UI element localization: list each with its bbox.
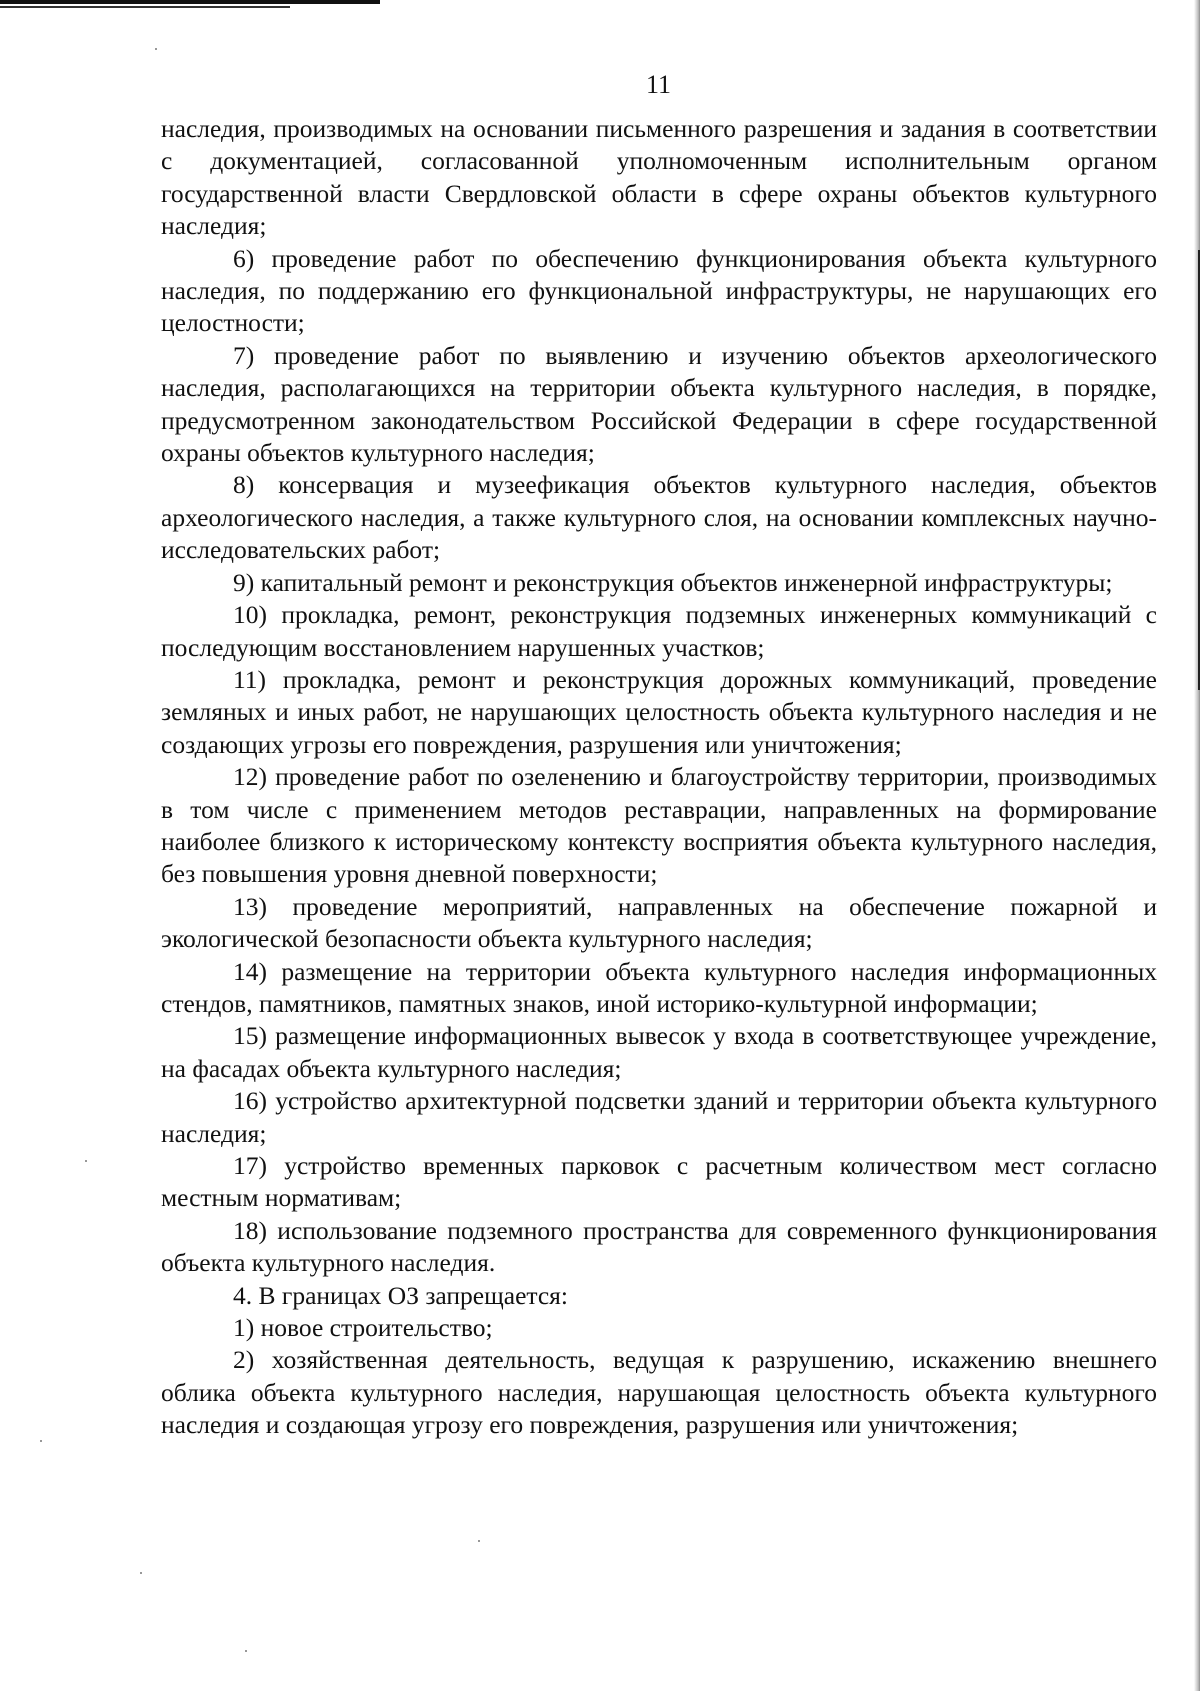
list-item-11: 11) прокладка, ремонт и реконструкция дорожных коммуникаций, проведение земляных и иных работ, не нарушающих целостность объекта культурного наследия и не создающих угрозы его повреждения, разрушения или уничтожения; [161,664,1157,759]
scan-speck [85,1160,87,1162]
list-item-14: 14) размещение на территории объекта культурного наследия информационных стендов, памятников, памятных знаков, иной историко-культурной информации; [161,956,1157,1018]
scan-speck [478,1540,480,1542]
document-body [161,113,1157,1442]
prohibition-item-1: 1) новое строительство; [233,1313,493,1343]
prohibition-item-2: 2) хозяйственная деятельность, ведущая к разрушению, искажению внешнего облика объекта культурного наследия, нарушающая целостность объекта культурного наследия и создающая угрозу его повреждения, разрушения или уничтожения; [161,1345,1157,1440]
list-item-7: 7) проведение работ по выявлению и изучению объектов археологического наследия, располагающихся на территории объекта культурного наследия, в порядке, предусмотренном законодательством Российской Федерации в сфере государственной охраны объектов культурного наследия; [161,340,1157,468]
list-item-6: 6) проведение работ по обеспечению функционирования объекта культурного наследия, по поддержанию его функциональной инфраструктуры, не нарушающих его целостности; [161,243,1157,338]
section-heading-4: 4. В границах ОЗ запрещается: [233,1280,568,1310]
page-number: 11 [645,70,672,99]
list-item-18: 18) использование подземного пространства для современного функционирования объекта культурного наследия. [161,1215,1157,1278]
list-item-16: 16) устройство архитектурной подсветки зданий и территории объекта культурного наследия; [161,1086,1157,1148]
scan-edge-top [0,0,380,4]
scan-speck [155,48,157,50]
list-item-10: 10) прокладка, ремонт, реконструкция подземных инженерных коммуникаций с последующим восстановлением нарушенных участков; [161,600,1157,662]
list-item-8: 8) консервация и музеефикация объектов культурного наследия, объектов археологического наследия, а также культурного слоя, на основании комплексных научно-исследовательских работ; [161,470,1157,565]
list-item-12: 12) проведение работ по озеленению и благоустройству территории, производимых в том числе с применением методов реставрации, направленных на формирование наиболее близкого к историческому контексту восприятия объекта культурного наследия, без повышения уровня дневной поверхности; [161,762,1157,889]
scan-speck [140,1572,142,1574]
list-item-9: 9) капитальный ремонт и реконструкция объектов инженерной инфраструктуры; [233,567,1113,597]
list-item-15: 15) размещение информационных вывесок у входа в соответствующее учреждение, на фасадах объекта культурного наследия; [161,1021,1157,1083]
scan-edge-top-secondary [0,6,290,8]
paragraph-continuation: наследия, производимых на основании письменного разрешения и задания в соответствии с документацией, согласованной уполномоченным исполнительным органом государственной власти Свердловской области в сфере охраны объектов культурного наследия; [161,114,1157,241]
scan-speck [245,1650,247,1652]
scan-speck [40,1440,42,1442]
list-item-13: 13) проведение мероприятий, направленных на обеспечение пожарной и экологической безопасности объекта культурного наследия; [161,891,1157,954]
list-item-17: 17) устройство временных парковок с расчетным количеством мест согласно местным нормативам; [161,1151,1157,1213]
